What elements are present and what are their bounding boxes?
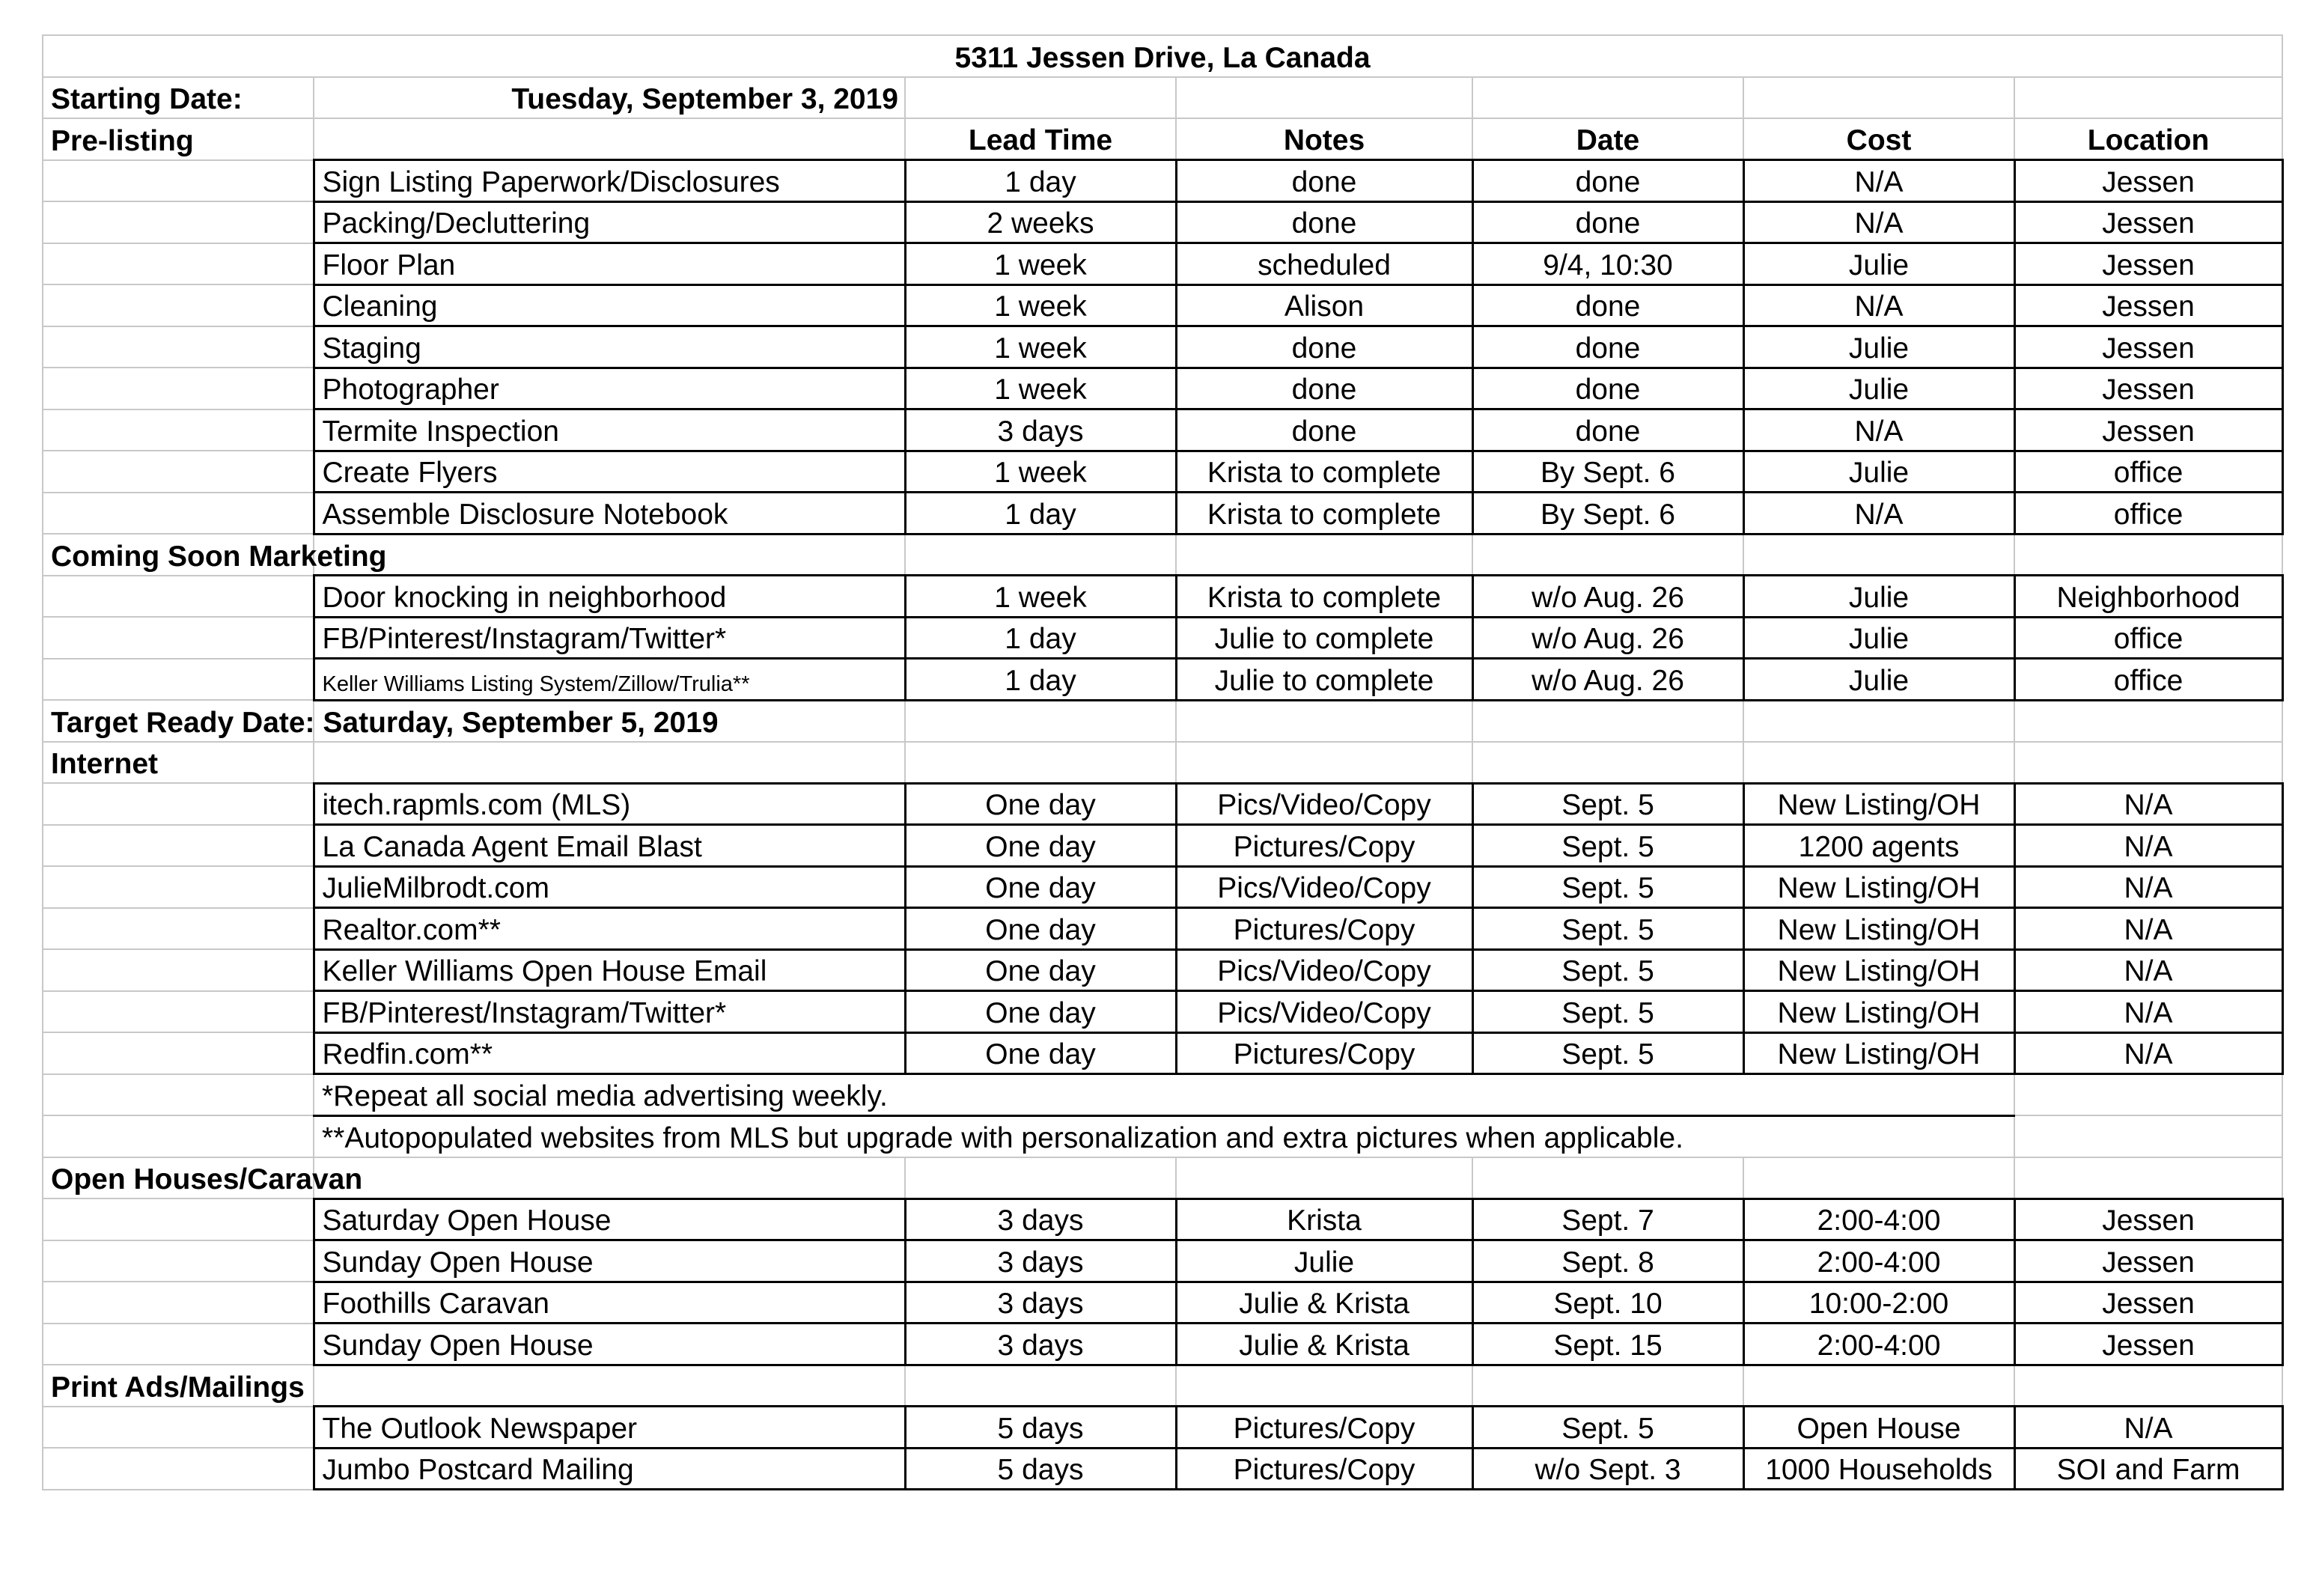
table-row <box>43 908 2282 950</box>
section-header-row <box>43 534 2282 576</box>
table-row <box>43 783 2282 825</box>
date-cell: w/o Aug. 26 <box>1472 576 1743 618</box>
notes-cell: done <box>1176 201 1472 243</box>
notes-cell: Julie & Krista <box>1176 1282 1472 1324</box>
date-cell: By Sept. 6 <box>1472 493 1743 534</box>
notes-cell: Pictures/Copy <box>1176 1032 1472 1074</box>
notes-cell: Pics/Video/Copy <box>1176 866 1472 908</box>
notes-cell: Julie to complete <box>1176 617 1472 659</box>
location-cell: office <box>2014 451 2282 493</box>
task-cell: itech.rapmls.com (MLS) <box>314 783 905 825</box>
section-header-row <box>43 742 2282 784</box>
date-cell: Sept. 5 <box>1472 866 1743 908</box>
date-cell: 9/4, 10:30 <box>1472 243 1743 285</box>
location-cell: N/A <box>2014 949 2282 991</box>
task-cell: Door knocking in neighborhood <box>314 576 905 618</box>
task-cell: JulieMilbrodt.com <box>314 866 905 908</box>
location-cell: office <box>2014 659 2282 701</box>
location-cell: Jessen <box>2014 326 2282 368</box>
task-cell: Sunday Open House <box>314 1240 905 1282</box>
column-header-cost: Cost <box>1743 118 2014 160</box>
location-cell: Jessen <box>2014 368 2282 409</box>
location-cell: Jessen <box>2014 409 2282 451</box>
notes-cell: Pictures/Copy <box>1176 825 1472 867</box>
table-row <box>43 1032 2282 1074</box>
date-cell: Sept. 5 <box>1472 825 1743 867</box>
date-cell: done <box>1472 409 1743 451</box>
cost-cell: Julie <box>1743 659 2014 701</box>
task-cell: Photographer <box>314 368 905 409</box>
notes-cell: Krista <box>1176 1198 1472 1240</box>
section-label: Target Ready Date: Saturday, September 5, 2019 <box>43 700 314 742</box>
location-cell: Jessen <box>2014 1282 2282 1324</box>
cost-cell: Julie <box>1743 576 2014 618</box>
cost-cell: N/A <box>1743 160 2014 202</box>
footnote-text: *Repeat all social media advertising weekly. <box>314 1074 2014 1116</box>
cost-cell: N/A <box>1743 201 2014 243</box>
notes-cell: done <box>1176 368 1472 409</box>
task-cell: La Canada Agent Email Blast <box>314 825 905 867</box>
date-cell: Sept. 7 <box>1472 1198 1743 1240</box>
date-cell: Sept. 5 <box>1472 908 1743 950</box>
date-cell: w/o Aug. 26 <box>1472 617 1743 659</box>
starting-date-value: Tuesday, September 3, 2019 <box>314 77 905 119</box>
task-cell: Jumbo Postcard Mailing <box>314 1448 905 1490</box>
notes-cell: Pictures/Copy <box>1176 1407 1472 1449</box>
section-header-row <box>43 1157 2282 1199</box>
notes-cell: Julie to complete <box>1176 659 1472 701</box>
cost-cell: 1200 agents <box>1743 825 2014 867</box>
cost-cell: Open House <box>1743 1407 2014 1449</box>
location-cell: Jessen <box>2014 1324 2282 1365</box>
lead-time-cell: 3 days <box>905 1240 1176 1282</box>
section-label-prelisting: Pre-listing <box>43 118 314 160</box>
notes-cell: Pictures/Copy <box>1176 1448 1472 1490</box>
location-cell: Jessen <box>2014 201 2282 243</box>
notes-cell: Alison <box>1176 284 1472 326</box>
task-cell: The Outlook Newspaper <box>314 1407 905 1449</box>
table-row <box>43 243 2282 285</box>
notes-cell: Krista to complete <box>1176 576 1472 618</box>
date-cell: Sept. 5 <box>1472 1032 1743 1074</box>
table-row <box>43 201 2282 243</box>
task-cell: Sign Listing Paperwork/Disclosures <box>314 160 905 202</box>
location-cell: N/A <box>2014 1032 2282 1074</box>
lead-time-cell: 1 day <box>905 659 1176 701</box>
lead-time-cell: 1 week <box>905 451 1176 493</box>
column-header-location: Location <box>2014 118 2282 160</box>
sheet-title: 5311 Jessen Drive, La Canada <box>43 35 2282 77</box>
lead-time-cell: 1 week <box>905 576 1176 618</box>
table-row <box>43 991 2282 1033</box>
table-row <box>43 659 2282 701</box>
lead-time-cell: One day <box>905 908 1176 950</box>
cost-cell: 2:00-4:00 <box>1743 1324 2014 1365</box>
date-cell: By Sept. 6 <box>1472 451 1743 493</box>
date-cell: Sept. 15 <box>1472 1324 1743 1365</box>
task-cell: Cleaning <box>314 284 905 326</box>
lead-time-cell: One day <box>905 866 1176 908</box>
lead-time-cell: 5 days <box>905 1407 1176 1449</box>
lead-time-cell: 2 weeks <box>905 201 1176 243</box>
location-cell: Jessen <box>2014 1198 2282 1240</box>
column-header-notes: Notes <box>1176 118 1472 160</box>
lead-time-cell: 1 day <box>905 160 1176 202</box>
task-cell: Realtor.com** <box>314 908 905 950</box>
date-cell: Sept. 5 <box>1472 991 1743 1033</box>
cost-cell: New Listing/OH <box>1743 1032 2014 1074</box>
notes-cell: Julie <box>1176 1240 1472 1282</box>
starting-date-row <box>43 77 2282 119</box>
notes-cell: Krista to complete <box>1176 493 1472 534</box>
cost-cell: N/A <box>1743 284 2014 326</box>
date-cell: Sept. 5 <box>1472 1407 1743 1449</box>
table-row <box>43 1407 2282 1449</box>
cost-cell: Julie <box>1743 326 2014 368</box>
section-label: Internet <box>43 742 314 784</box>
task-cell: Create Flyers <box>314 451 905 493</box>
lead-time-cell: 3 days <box>905 1282 1176 1324</box>
location-cell: N/A <box>2014 825 2282 867</box>
cost-cell: N/A <box>1743 493 2014 534</box>
task-cell: Saturday Open House <box>314 1198 905 1240</box>
date-cell: Sept. 5 <box>1472 949 1743 991</box>
task-cell: FB/Pinterest/Instagram/Twitter* <box>314 991 905 1033</box>
footnote-row <box>43 1115 2282 1157</box>
location-cell: Jessen <box>2014 284 2282 326</box>
notes-cell: scheduled <box>1176 243 1472 285</box>
footnote-row <box>43 1074 2282 1116</box>
location-cell: office <box>2014 493 2282 534</box>
task-cell: FB/Pinterest/Instagram/Twitter* <box>314 617 905 659</box>
date-cell: done <box>1472 201 1743 243</box>
task-cell: Termite Inspection <box>314 409 905 451</box>
table-row <box>43 949 2282 991</box>
task-cell: Floor Plan <box>314 243 905 285</box>
location-cell: Jessen <box>2014 160 2282 202</box>
lead-time-cell: One day <box>905 783 1176 825</box>
table-row <box>43 409 2282 451</box>
task-cell: Packing/Decluttering <box>314 201 905 243</box>
task-cell: Assemble Disclosure Notebook <box>314 493 905 534</box>
lead-time-cell: One day <box>905 825 1176 867</box>
location-cell: N/A <box>2014 866 2282 908</box>
cost-cell: 1000 Households <box>1743 1448 2014 1490</box>
date-cell: Sept. 8 <box>1472 1240 1743 1282</box>
column-header-row <box>43 118 2282 160</box>
table-row <box>43 866 2282 908</box>
table-row <box>43 493 2282 534</box>
notes-cell: Pics/Video/Copy <box>1176 783 1472 825</box>
location-cell: N/A <box>2014 1407 2282 1449</box>
section-label: Print Ads/Mailings <box>43 1365 314 1407</box>
notes-cell: done <box>1176 326 1472 368</box>
table-row <box>43 1282 2282 1324</box>
table-row <box>43 617 2282 659</box>
date-cell: Sept. 5 <box>1472 783 1743 825</box>
location-cell: N/A <box>2014 908 2282 950</box>
lead-time-cell: One day <box>905 991 1176 1033</box>
lead-time-cell: 1 week <box>905 284 1176 326</box>
date-cell: done <box>1472 284 1743 326</box>
notes-cell: Pictures/Copy <box>1176 908 1472 950</box>
lead-time-cell: 1 day <box>905 493 1176 534</box>
starting-date-label: Starting Date: <box>43 77 314 119</box>
task-cell: Redfin.com** <box>314 1032 905 1074</box>
task-cell: Sunday Open House <box>314 1324 905 1365</box>
lead-time-cell: 1 week <box>905 368 1176 409</box>
lead-time-cell: 5 days <box>905 1448 1176 1490</box>
cost-cell: Julie <box>1743 368 2014 409</box>
section-label: Open Houses/Caravan <box>43 1157 314 1199</box>
notes-cell: Pics/Video/Copy <box>1176 949 1472 991</box>
table-row <box>43 576 2282 618</box>
table-row <box>43 284 2282 326</box>
location-cell: N/A <box>2014 783 2282 825</box>
table-row <box>43 326 2282 368</box>
notes-cell: Krista to complete <box>1176 451 1472 493</box>
cost-cell: New Listing/OH <box>1743 783 2014 825</box>
location-cell: SOI and Farm <box>2014 1448 2282 1490</box>
table-row <box>43 1198 2282 1240</box>
section-header-row <box>43 1365 2282 1407</box>
cost-cell: Julie <box>1743 617 2014 659</box>
date-cell: done <box>1472 160 1743 202</box>
location-cell: N/A <box>2014 991 2282 1033</box>
lead-time-cell: One day <box>905 949 1176 991</box>
table-row <box>43 825 2282 867</box>
lead-time-cell: 3 days <box>905 1198 1176 1240</box>
cost-cell: New Listing/OH <box>1743 866 2014 908</box>
listing-schedule-table <box>42 34 2284 1490</box>
date-cell: w/o Sept. 3 <box>1472 1448 1743 1490</box>
lead-time-cell: One day <box>905 1032 1176 1074</box>
lead-time-cell: 1 week <box>905 243 1176 285</box>
table-row <box>43 1324 2282 1365</box>
section-header-row <box>43 700 2282 742</box>
notes-cell: done <box>1176 409 1472 451</box>
section-label: Coming Soon Marketing <box>43 534 314 576</box>
column-header-lead-time: Lead Time <box>905 118 1176 160</box>
date-cell: done <box>1472 368 1743 409</box>
task-cell: Staging <box>314 326 905 368</box>
notes-cell: Pics/Video/Copy <box>1176 991 1472 1033</box>
table-row <box>43 160 2282 202</box>
task-cell: Keller Williams Open House Email <box>314 949 905 991</box>
lead-time-cell: 1 week <box>905 326 1176 368</box>
table-row <box>43 368 2282 409</box>
table-row <box>43 1240 2282 1282</box>
table-row <box>43 451 2282 493</box>
notes-cell: Julie & Krista <box>1176 1324 1472 1365</box>
lead-time-cell: 1 day <box>905 617 1176 659</box>
title-row <box>43 35 2282 77</box>
cost-cell: N/A <box>1743 409 2014 451</box>
cost-cell: New Listing/OH <box>1743 949 2014 991</box>
cost-cell: New Listing/OH <box>1743 908 2014 950</box>
location-cell: office <box>2014 617 2282 659</box>
lead-time-cell: 3 days <box>905 409 1176 451</box>
cost-cell: Julie <box>1743 243 2014 285</box>
footnote-text: **Autopopulated websites from MLS but upgrade with personalization and extra pictures when applicable. <box>314 1115 2014 1157</box>
location-cell: Jessen <box>2014 243 2282 285</box>
lead-time-cell: 3 days <box>905 1324 1176 1365</box>
table-row <box>43 1448 2282 1490</box>
location-cell: Jessen <box>2014 1240 2282 1282</box>
cost-cell: Julie <box>1743 451 2014 493</box>
task-cell: Keller Williams Listing System/Zillow/Trulia** <box>314 659 905 701</box>
cost-cell: 10:00-2:00 <box>1743 1282 2014 1324</box>
date-cell: w/o Aug. 26 <box>1472 659 1743 701</box>
column-header-date: Date <box>1472 118 1743 160</box>
cost-cell: 2:00-4:00 <box>1743 1198 2014 1240</box>
notes-cell: done <box>1176 160 1472 202</box>
date-cell: Sept. 10 <box>1472 1282 1743 1324</box>
cost-cell: New Listing/OH <box>1743 991 2014 1033</box>
date-cell: done <box>1472 326 1743 368</box>
task-cell: Foothills Caravan <box>314 1282 905 1324</box>
location-cell: Neighborhood <box>2014 576 2282 618</box>
cost-cell: 2:00-4:00 <box>1743 1240 2014 1282</box>
